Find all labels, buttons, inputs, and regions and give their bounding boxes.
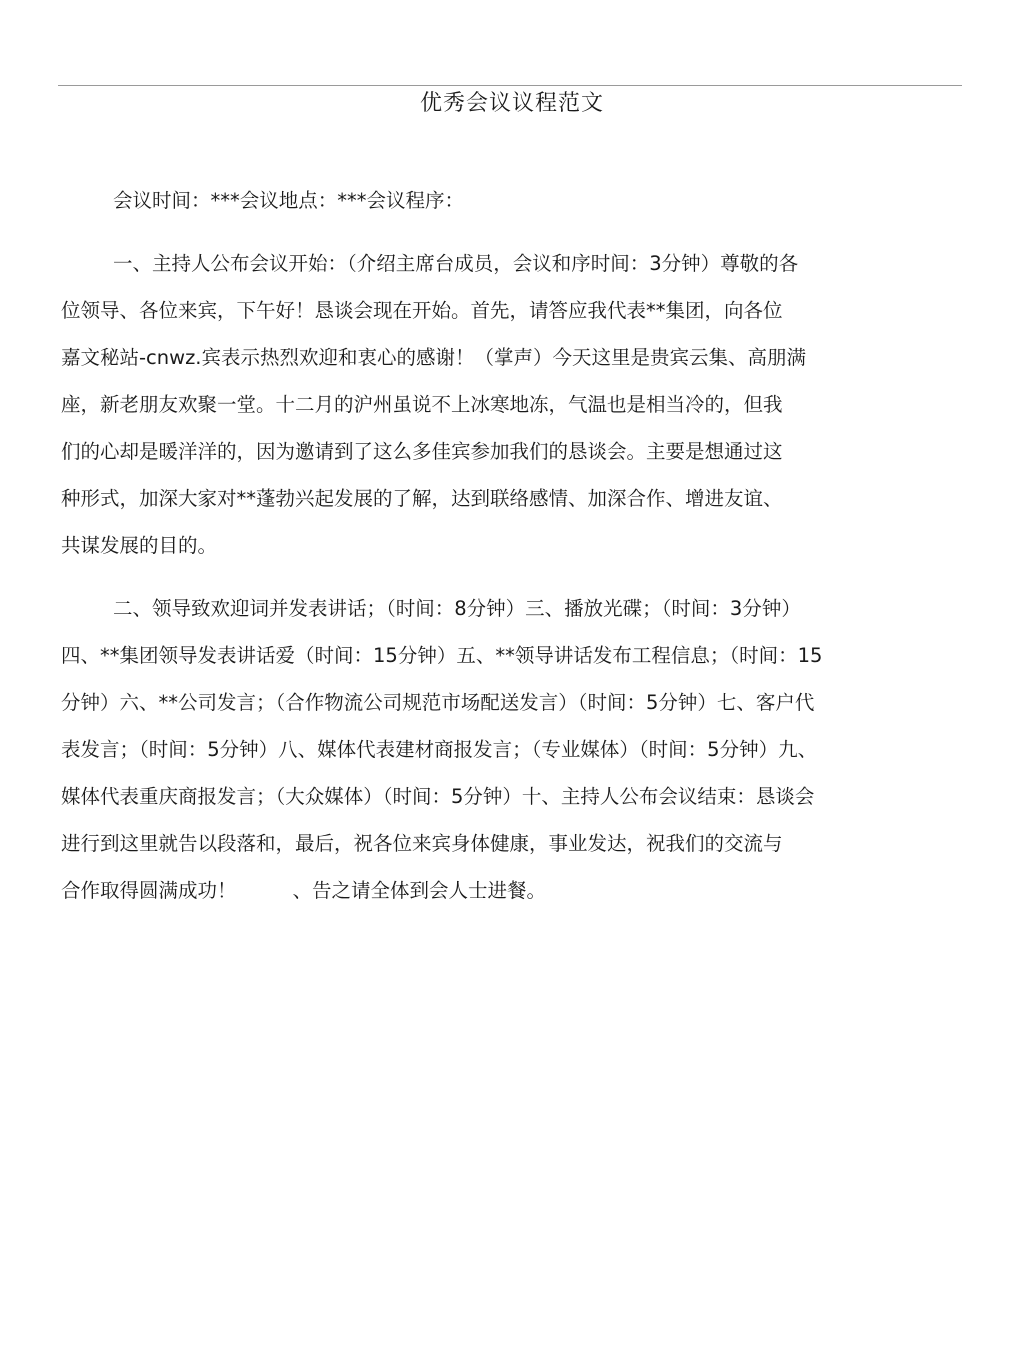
paragraph2-line: 表发言；（时间：5分钟）八、媒体代表建材商报发言；（专业媒体）（时间：5分钟）九、: [61, 738, 818, 761]
header-rule: [58, 85, 962, 86]
closing-text-part2: 、告之请全体到会人士进餐。: [292, 879, 547, 902]
paragraph1-line: 座，新老朋友欢聚一堂。十二月的沪州虽说不上冰寒地冻，气温也是相当冷的，但我: [61, 393, 783, 416]
paragraph1-line: 一、主持人公布会议开始：（介绍主席台成员，会议和序时间：3分钟）尊敬的各: [113, 252, 799, 275]
paragraph1-line: 位领导、各位来宾，下午好！恳谈会现在开始。首先，请答应我代表**集团，向各位: [61, 299, 783, 322]
meeting-meta-line: 会议时间：***会议地点：***会议程序：: [113, 189, 465, 212]
paragraph2-line: 分钟）六、**公司发言；（合作物流公司规范市场配送发言）（时间：5分钟）七、客户代: [61, 691, 815, 714]
paragraph2-line: 二、领导致欢迎词并发表讲话；（时间：8分钟）三、播放光碟；（时间：3分钟）: [113, 597, 801, 620]
document-title: 优秀会议议程范文: [419, 91, 604, 116]
paragraph1-line: 共谋发展的目的。: [61, 534, 218, 557]
paragraph1-line: 种形式，加深大家对**蓬勃兴起发展的了解，达到联络感情、加深合作、增进友谊、: [61, 487, 783, 510]
paragraph2-line: 媒体代表重庆商报发言；（大众媒体）（时间：5分钟）十、主持人公布会议结束：恳谈会: [61, 785, 815, 808]
closing-text-part1: 合作取得圆满成功！: [61, 879, 237, 902]
paragraph1-line: 们的心却是暖洋洋的，因为邀请到了这么多佳宾参加我们的恳谈会。主要是想通过这: [61, 440, 783, 463]
paragraph2-line: 进行到这里就告以段落和，最后，祝各位来宾身体健康，事业发达，祝我们的交流与: [61, 832, 783, 855]
paragraph2-last-line: [61, 876, 546, 906]
paragraph2-line: 四、**集团领导发表讲话爱（时间：15分钟）五、**领导讲话发布工程信息；（时间：15: [61, 644, 823, 667]
paragraph1-line: 嘉文秘站-cnwz.宾表示热烈欢迎和衷心的感谢！（掌声）今天这里是贵宾云集、高朋满: [61, 346, 806, 369]
